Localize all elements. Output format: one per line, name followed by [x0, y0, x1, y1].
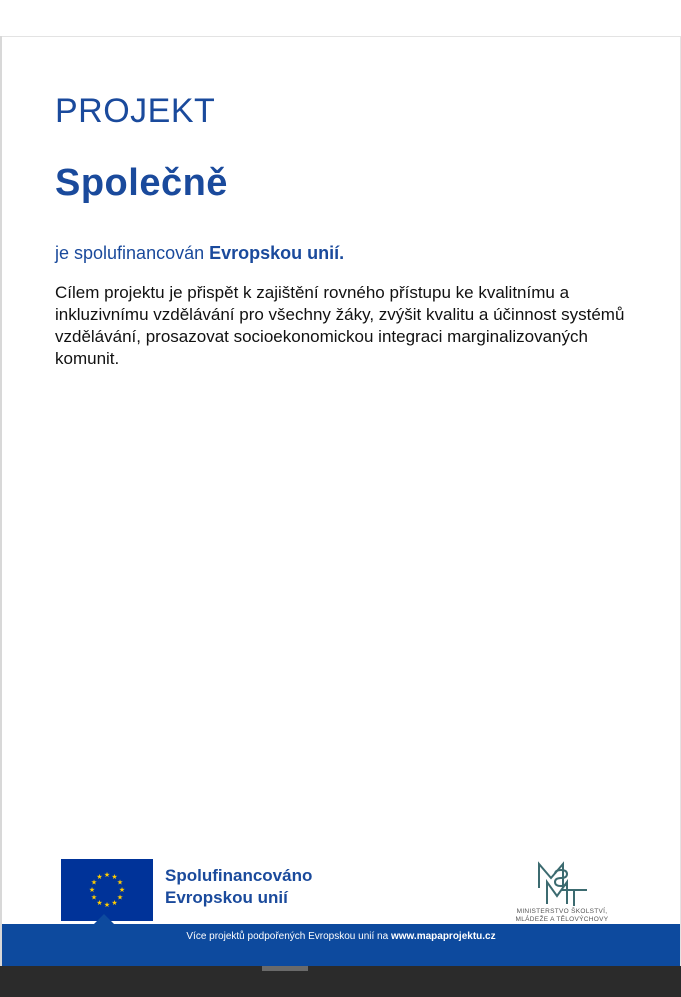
svg-text:★: ★ [116, 878, 124, 887]
footer-bar [2, 924, 680, 966]
msmt-text [495, 908, 629, 924]
scroll-thumb[interactable] [262, 966, 308, 971]
project-description: Cílem projektu je přispět k zajištění rovného přístupu ke kvalitnímu a inkluzivnímu vzdělávání pro všechny žáky, zvýšit kvalitu a účinnost systémů vzdělávání, prosazovat socioekonomickou integraci marginalizovaných komunit. [55, 283, 625, 368]
footer-notch [94, 914, 114, 924]
msmt-logo [495, 860, 629, 930]
poster-heading: PROJEKT [55, 92, 216, 130]
msmt-emblem-icon [495, 860, 629, 908]
msmt-text-line2: MLÁDEŽE A TĚLOVÝCHOVY [515, 916, 609, 923]
cofinanced-line [55, 243, 344, 264]
svg-text:★: ★ [116, 893, 124, 902]
svg-text:★: ★ [103, 901, 111, 909]
footer-link[interactable]: www.mapaprojektu.cz [390, 931, 496, 942]
project-name: Společně [55, 162, 228, 204]
svg-text:★: ★ [96, 899, 103, 907]
svg-text:★: ★ [88, 886, 96, 894]
bottom-bar [0, 966, 681, 997]
svg-text:★: ★ [103, 871, 111, 879]
svg-text:★: ★ [90, 878, 98, 887]
msmt-text-line1: MINISTERSTVO ŠKOLSTVÍ, [516, 908, 608, 915]
top-strip [0, 0, 681, 37]
eu-logo-line1: Spolufinancováno [165, 866, 313, 885]
cofinanced-prefix: je spolufinancován [55, 243, 210, 263]
eu-logo-line2: Evropskou unií [165, 888, 288, 907]
eu-stars [61, 859, 153, 921]
svg-text:★: ★ [118, 886, 126, 894]
footer-text [2, 931, 680, 942]
cofinanced-bold: Evropskou unií. [209, 243, 345, 263]
svg-text:★: ★ [90, 893, 98, 902]
svg-text:★: ★ [96, 873, 103, 881]
eu-flag-icon [61, 859, 153, 921]
eu-logo-text [165, 865, 312, 909]
svg-text:★: ★ [111, 873, 118, 881]
poster [2, 37, 680, 966]
footer-text-prefix: Více projektů podpořených Evropskou unií na [186, 931, 391, 942]
svg-text:★: ★ [111, 899, 118, 907]
